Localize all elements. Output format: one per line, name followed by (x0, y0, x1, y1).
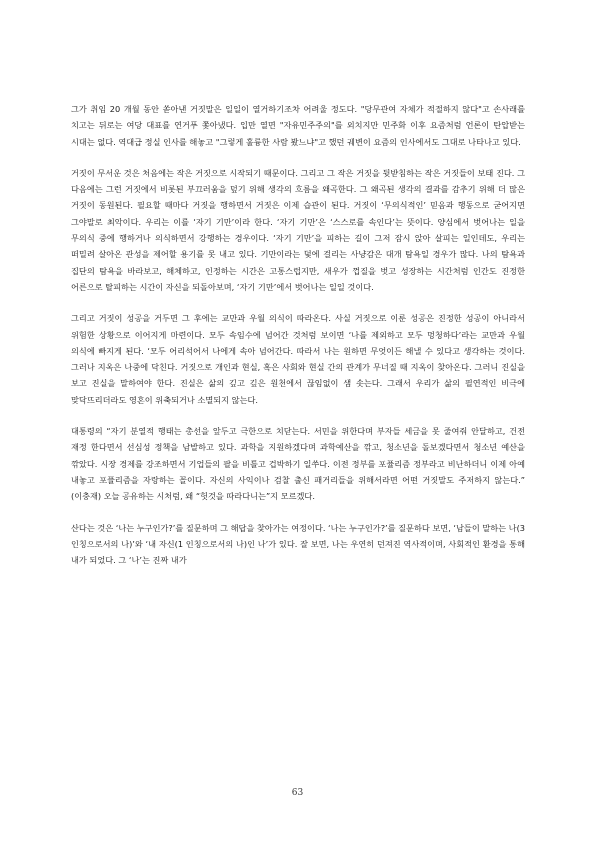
paragraph-4: 대통령의 “자기 분열적 행태는 총선을 앞두고 극한으로 치닫는다. 서민을 위한다며 부자들 세금을 못 줄여줘 안달하고, 건전 재정 한다면서 선심성 정책을 남발하고 있다. 과학을 지원하겠다며 과학예산을 깎고, 청소년을 돌보겠다면서 청소년 예산을 깎았다. 시장 경제를 강조하면서 기업들의 팔을 비틀고 겁박하기 일쑤다. 이전 정부를 포퓰리즘 정부라고 비난하더니 이제 아예 내놓고 포퓰리즘을 자랑하는 꼴이다. 자신의 사익이나 검찰 출신 패거리들을 위해서라면 어떤 거짓말도 주저하지 않는다.” (이충재) 오늘 공유하는 시처럼, 왜 “헛것을 따라다니는”지 모르겠다. (71, 426, 525, 502)
paragraph-3: 그리고 거짓이 성공을 거두면 그 후에는 교만과 우월 의식이 따라온다. 사실 거짓으로 이룬 성공은 진정한 성공이 아니라서 위험한 상황으로 이어지게 마련이다. 모두 속임수에 넘어간 것처럼 보이면 ‘나를 제외하고 모두 멍청하다’라는 교만과 우월 의식에 빠지게 된다. ‘모두 어리석어서 나에게 속아 넘어간다. 따라서 나는 원하면 무엇이든 해낼 수 있다고 생각하는 것이다. 그러나 지옥은 나중에 닥친다. 거짓으로 개인과 현실, 혹은 사회와 현실 간의 관계가 무너질 때 지옥이 찾아온다. 그러니 진실을 보고 진실을 말하여야 한다. 진실은 삶의 깊고 깊은 원천에서 끊임없이 샘 솟는다. 그래서 우리가 삶의 필연적인 비극에 맞닥뜨리더라도 영혼이 위축되거나 소멸되지 않는다. (71, 313, 525, 405)
paragraph-1: 그가 취임 20 개월 동안 쏟아낸 거짓말은 일일이 열거하기조차 어려울 정도다. "당무관여 자체가 적절하지 않다"고 손사래를 치고는 뒤로는 여당 대표를 연거푸 쫓아냈다. 입만 열면 "자유민주주의"를 외치지만 민주화 이후 요즘처럼 언론이 탄압받는 시대는 없다. 역대급 정실 인사를 해놓고 "그렇게 훌륭한 사람 봤느냐"고 했던 궤변이 요즘의 인사에서도 그대로 나타나고 있다. (71, 104, 525, 147)
paragraph-5: 산다는 것은 ‘나는 누구인가?’를 질문하며 그 해답을 찾아가는 여정이다. ‘나는 누구인가?’를 질문하다 보면, ‘남들이 말하는 나(3 인칭으로서의 나)’와 ‘내 자신(1 인칭으로서의 나)인 나’가 있다. 잘 보면, 나는 우연히 던져진 역사적이며, 사회적인 환경을 통해 내가 되었다. 그 ‘나’는 진짜 내가 (71, 522, 525, 566)
paragraph-2: 거짓이 무서운 것은 처음에는 작은 거짓으로 시작되기 때문이다. 그리고 그 작은 거짓을 뒷받침하는 작은 거짓들이 보태 진다. 그 다음에는 그런 거짓에서 비롯된 부끄러움을 덮기 위해 생각의 흐름을 왜곡한다. 그 왜곡된 생각의 결과를 감추기 위해 더 많은 거짓이 동원된다. 필요할 때마다 거짓을 행하면서 거짓은 이제 습관이 된다. 거짓이 ‘무의식적인’ 믿음과 행동으로 굳어지면 그야말로 최악이다. 우리는 이를 ‘자기 기만’이라 한다. ‘자기 기만’은 ‘스스로를 속인다’는 뜻이다. 양심에서 벗어나는 일을 무의식 중에 행하거나 의식하면서 강행하는 경우이다. ‘자기 기만’을 피하는 길이 그저 잠시 앉아 살피는 일인데도, 우리는 떠밀려 살아온 관성을 제어할 용기를 못 내고 있다. 기만이라는 덫에 걸리는 사냥감은 대개 탐욕일 경우가 많다. 나의 탐욕과 집단의 탐욕을 바라보고, 해체하고, 인정하는 시간은 고통스럽지만, 새우가 껍질을 벗고 성장하는 시간처럼 인간도 진정한 어른으로 탈피하는 시간이 자신을 되돌아보며, ‘자기 기만’에서 벗어나는 일일 것이다. (71, 167, 525, 292)
body-text (71, 101, 525, 583)
page-number: 63 (291, 788, 304, 798)
